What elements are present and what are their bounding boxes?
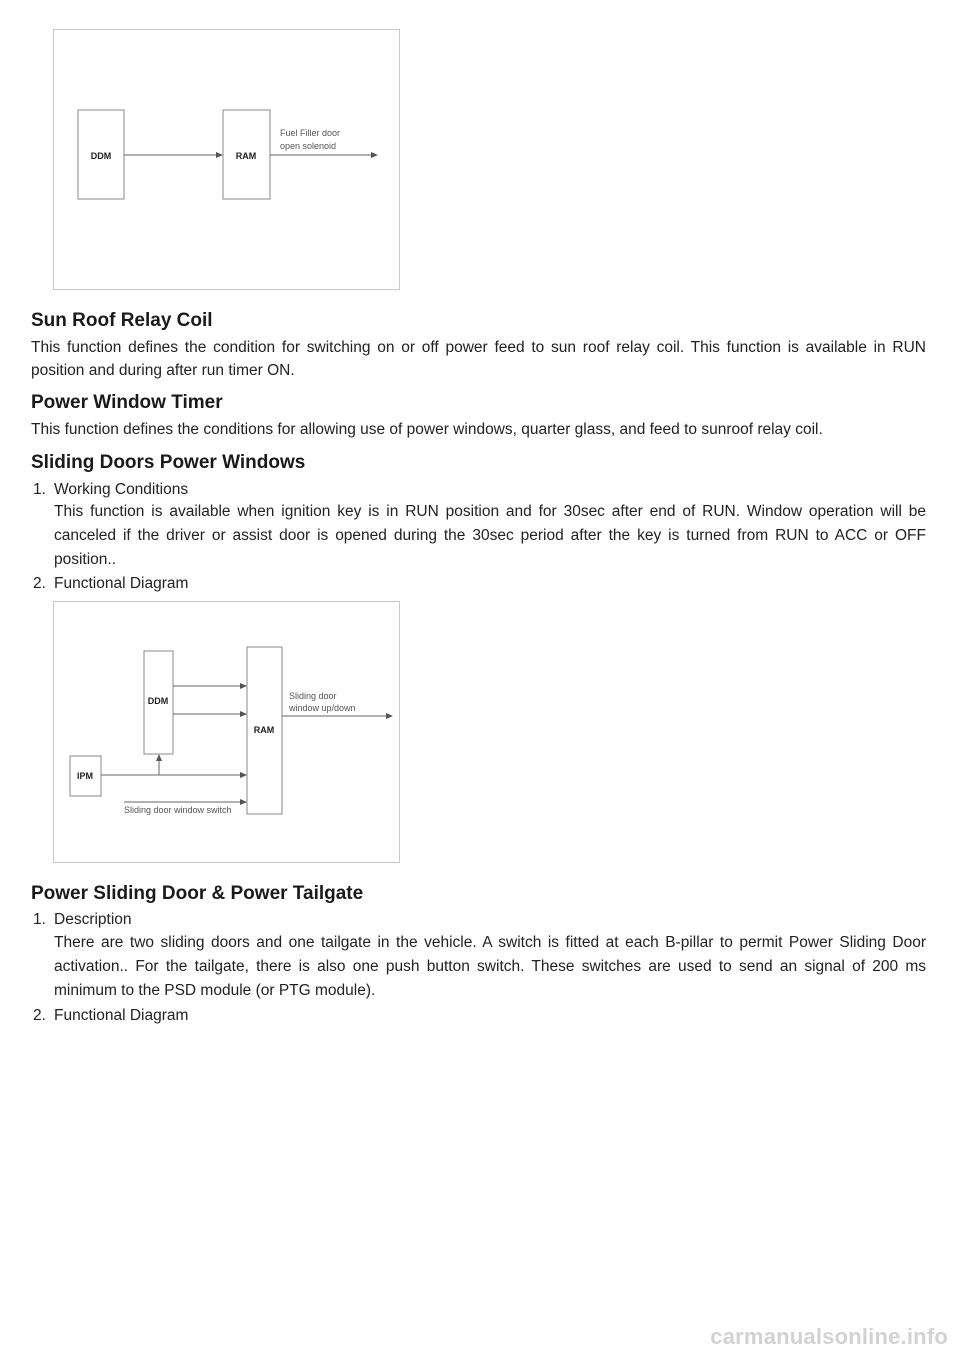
ddm-to-ram-arrowhead (216, 152, 223, 158)
switch-to-ram-arrowhead (240, 799, 247, 805)
switch-label: Sliding door window switch (124, 805, 232, 815)
list-item-title: Functional Diagram (54, 575, 189, 592)
ipm-to-ram-arrowhead (240, 772, 247, 778)
list-item-number: 1. (33, 481, 46, 498)
ddm-block-label: DDM (90, 151, 112, 161)
ram-output-arrowhead (371, 152, 378, 158)
fuel-filler-diagram (53, 29, 400, 290)
ipm-block-label: IPM (76, 771, 94, 781)
sliding-windows-heading: Sliding Doors Power Windows (31, 452, 306, 473)
list-item-text: This function is available when ignition key is in RUN position and for 30sec after end of RUN. Window operation will be canceled if the driver or assist door is opened during the 30sec period after the key is turned from RUN to ACC or OFF position.. (54, 503, 926, 568)
ram-block-label: RAM (253, 725, 275, 735)
list-item-text: There are two sliding doors and one tailgate in the vehicle. A switch is fitted at each B-pillar to permit Power Sliding Door activation.. For the tailgate, there is also one push button switch. These switches are used to send an signal of 200 ms minimum to the PSD module (or PTG module). (54, 934, 926, 999)
output-label-line2: window up/down (289, 703, 356, 713)
watermark: carmanualsonline.info (710, 1324, 948, 1349)
output-label-line1: Sliding door (289, 691, 337, 701)
sunroof-text: This function defines the condition for switching on or off power feed to sun roof relay coil. This function is available in RUN position and during after run timer ON. (31, 339, 926, 379)
ddm-to-ram-arrowhead-2 (240, 711, 247, 717)
list-item-title: Description (54, 911, 132, 928)
list-item-number: 1. (33, 911, 46, 928)
list-item-title: Functional Diagram (54, 1007, 189, 1024)
window-timer-text: This function defines the conditions for allowing use of power windows, quarter glass, and feed to sunroof relay coil. (31, 421, 823, 438)
ipm-to-ddm-arrowhead (156, 754, 162, 761)
ddm-to-ram-arrowhead (240, 683, 247, 689)
list-item-number: 2. (33, 1007, 46, 1024)
list-item-number: 2. (33, 575, 46, 592)
ram-block-label: RAM (235, 151, 257, 161)
psd-heading: Power Sliding Door & Power Tailgate (31, 883, 364, 904)
output-label-line1: Fuel Filler door (280, 128, 341, 138)
ddm-block-label: DDM (147, 696, 169, 706)
sliding-window-diagram (53, 601, 400, 863)
window-timer-heading: Power Window Timer (31, 392, 223, 413)
list-item-title: Working Conditions (54, 481, 189, 498)
sunroof-heading: Sun Roof Relay Coil (31, 310, 213, 331)
sliding-window-diagram-svg (54, 602, 401, 864)
output-label-line2: open solenoid (280, 141, 337, 151)
fuel-filler-diagram-svg (54, 30, 401, 291)
ram-output-arrowhead (386, 713, 393, 719)
